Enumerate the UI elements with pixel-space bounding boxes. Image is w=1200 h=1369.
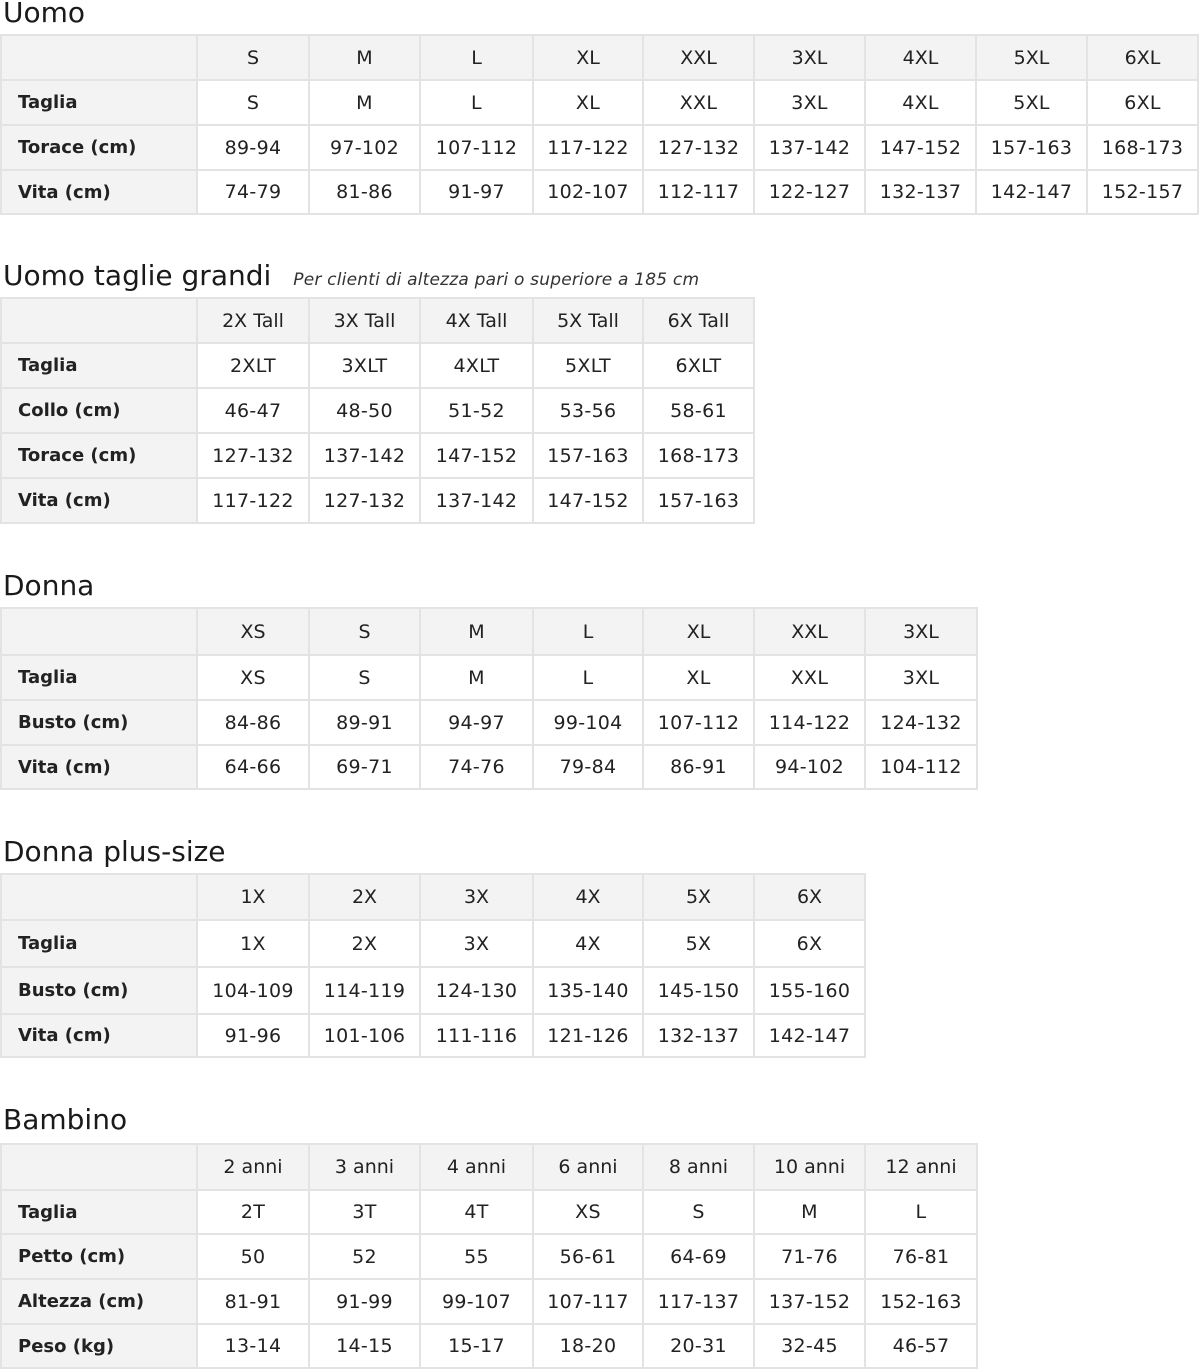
header-row [1, 298, 754, 343]
table-row [1, 700, 977, 745]
table-cell: 1X [197, 920, 309, 967]
corner-cell [1, 1144, 197, 1190]
column-header: 3XL [754, 35, 865, 80]
row-label: Busto (cm) [1, 700, 197, 745]
corner-cell [1, 298, 197, 343]
table-row [1, 343, 754, 388]
table-cell: 5XL [976, 80, 1087, 125]
table-cell: 127-132 [309, 478, 420, 523]
table-cell: 74-79 [197, 170, 309, 214]
table-cell: 147-152 [420, 433, 533, 478]
table-cell: 107-112 [643, 700, 754, 745]
table-cell: 18-20 [533, 1324, 643, 1368]
table-cell: 114-122 [754, 700, 865, 745]
table-cell: 127-132 [197, 433, 309, 478]
row-label: Vita (cm) [1, 170, 197, 214]
table-row [1, 745, 977, 789]
table-cell: 71-76 [754, 1234, 865, 1279]
table-row [1, 1014, 865, 1057]
column-header: 4 anni [420, 1144, 533, 1190]
table-cell: 145-150 [643, 967, 754, 1014]
table-cell: 5X [643, 920, 754, 967]
table-cell: 84-86 [197, 700, 309, 745]
column-header: 4X [533, 874, 643, 920]
table-cell: 157-163 [533, 433, 643, 478]
table-cell: 104-112 [865, 745, 977, 789]
table-cell: 89-91 [309, 700, 420, 745]
column-header: 5XL [976, 35, 1087, 80]
table-cell: 81-86 [309, 170, 420, 214]
section-title-text: Uomo [3, 0, 86, 29]
table-cell: XL [643, 655, 754, 700]
table-cell: XL [533, 80, 643, 125]
column-header: S [197, 35, 309, 80]
table-row [1, 433, 754, 478]
table-cell: 3XLT [309, 343, 420, 388]
column-header: XXL [754, 608, 865, 655]
table-cell: 102-107 [533, 170, 643, 214]
table-cell: 112-117 [643, 170, 754, 214]
table-cell: 107-117 [533, 1279, 643, 1324]
table-cell: 132-137 [865, 170, 976, 214]
column-header: 3X Tall [309, 298, 420, 343]
table-row [1, 170, 1198, 214]
table-cell: 4XLT [420, 343, 533, 388]
size-table-donna [0, 607, 978, 790]
table-cell: XXL [643, 80, 754, 125]
column-header: S [309, 608, 420, 655]
table-cell: S [309, 655, 420, 700]
table-cell: XS [533, 1190, 643, 1234]
table-row [1, 1324, 977, 1368]
column-header: 6X Tall [643, 298, 754, 343]
table-row [1, 125, 1198, 170]
row-label: Taglia [1, 655, 197, 700]
table-cell: 46-57 [865, 1324, 977, 1368]
column-header: 4X Tall [420, 298, 533, 343]
table-cell: 107-112 [420, 125, 533, 170]
corner-cell [1, 35, 197, 80]
column-header: XXL [643, 35, 754, 80]
column-header: 5X [643, 874, 754, 920]
table-cell: 58-61 [643, 388, 754, 433]
row-label: Vita (cm) [1, 745, 197, 789]
table-cell: M [309, 80, 420, 125]
table-cell: 15-17 [420, 1324, 533, 1368]
table-cell: 157-163 [643, 478, 754, 523]
table-cell: 2X [309, 920, 420, 967]
table-cell: 53-56 [533, 388, 643, 433]
row-label: Taglia [1, 920, 197, 967]
table-cell: 89-94 [197, 125, 309, 170]
header-row [1, 35, 1198, 80]
column-header: XS [197, 608, 309, 655]
row-label: Collo (cm) [1, 388, 197, 433]
table-cell: 6XLT [643, 343, 754, 388]
column-header: L [533, 608, 643, 655]
table-cell: 3XL [865, 655, 977, 700]
table-cell: 135-140 [533, 967, 643, 1014]
table-cell: 2XLT [197, 343, 309, 388]
table-cell: 74-76 [420, 745, 533, 789]
table-cell: 168-173 [1087, 125, 1198, 170]
table-cell: 48-50 [309, 388, 420, 433]
table-cell: 56-61 [533, 1234, 643, 1279]
table-row [1, 388, 754, 433]
column-header: XL [643, 608, 754, 655]
table-cell: 104-109 [197, 967, 309, 1014]
table-cell: 14-15 [309, 1324, 420, 1368]
table-cell: XS [197, 655, 309, 700]
section-title-text: Bambino [3, 1103, 128, 1136]
table-cell: 86-91 [643, 745, 754, 789]
section-title-donna-plus-size [3, 835, 226, 869]
table-cell: S [197, 80, 309, 125]
row-label: Torace (cm) [1, 433, 197, 478]
table-cell: 3T [309, 1190, 420, 1234]
table-cell: 132-137 [643, 1014, 754, 1057]
column-header: 5X Tall [533, 298, 643, 343]
table-cell: 142-147 [976, 170, 1087, 214]
table-cell: 69-71 [309, 745, 420, 789]
column-header: 3XL [865, 608, 977, 655]
section-title-bambino [3, 1103, 127, 1137]
table-cell: L [420, 80, 533, 125]
table-cell: 117-137 [643, 1279, 754, 1324]
table-row [1, 80, 1198, 125]
column-header: M [420, 608, 533, 655]
table-cell: 76-81 [865, 1234, 977, 1279]
column-header: 2 anni [197, 1144, 309, 1190]
row-label: Vita (cm) [1, 1014, 197, 1057]
section-title-text: Donna plus-size [3, 835, 226, 868]
table-cell: 137-142 [420, 478, 533, 523]
table-cell: 97-102 [309, 125, 420, 170]
table-cell: M [754, 1190, 865, 1234]
table-cell: 168-173 [643, 433, 754, 478]
table-cell: 2T [197, 1190, 309, 1234]
header-row [1, 1144, 977, 1190]
row-label: Taglia [1, 80, 197, 125]
table-cell: 114-119 [309, 967, 420, 1014]
table-cell: 4XL [865, 80, 976, 125]
column-header: L [420, 35, 533, 80]
table-cell: 117-122 [197, 478, 309, 523]
column-header: 10 anni [754, 1144, 865, 1190]
header-row [1, 608, 977, 655]
column-header: XL [533, 35, 643, 80]
table-cell: 99-107 [420, 1279, 533, 1324]
table-cell: 137-142 [754, 125, 865, 170]
column-header: 2X [309, 874, 420, 920]
table-row [1, 920, 865, 967]
column-header: 4XL [865, 35, 976, 80]
table-cell: 121-126 [533, 1014, 643, 1057]
row-label: Peso (kg) [1, 1324, 197, 1368]
table-cell: 111-116 [420, 1014, 533, 1057]
column-header: 3 anni [309, 1144, 420, 1190]
section-title-uomo [3, 0, 85, 30]
row-label: Busto (cm) [1, 967, 197, 1014]
table-cell: M [420, 655, 533, 700]
row-label: Torace (cm) [1, 125, 197, 170]
table-row [1, 1234, 977, 1279]
table-cell: 122-127 [754, 170, 865, 214]
size-table-bambino [0, 1143, 978, 1369]
column-header: 12 anni [865, 1144, 977, 1190]
table-cell: 99-104 [533, 700, 643, 745]
column-header: 6XL [1087, 35, 1198, 80]
column-header: 6 anni [533, 1144, 643, 1190]
row-label: Taglia [1, 343, 197, 388]
column-header: 8 anni [643, 1144, 754, 1190]
size-table-uomo [0, 34, 1199, 215]
table-cell: 94-97 [420, 700, 533, 745]
table-cell: 50 [197, 1234, 309, 1279]
section-title-uomo-taglie-grandi [3, 259, 699, 297]
table-cell: 81-91 [197, 1279, 309, 1324]
table-cell: 157-163 [976, 125, 1087, 170]
table-cell: 137-142 [309, 433, 420, 478]
table-row [1, 1279, 977, 1324]
table-cell: 3XL [754, 80, 865, 125]
size-table-uomo-taglie-grandi [0, 297, 755, 524]
table-cell: S [643, 1190, 754, 1234]
table-cell: 46-47 [197, 388, 309, 433]
column-header: 2X Tall [197, 298, 309, 343]
row-label: Vita (cm) [1, 478, 197, 523]
table-cell: 147-152 [865, 125, 976, 170]
table-cell: 55 [420, 1234, 533, 1279]
section-title-donna [3, 569, 94, 603]
section-title-text: Donna [3, 569, 95, 602]
table-cell: 52 [309, 1234, 420, 1279]
table-cell: 20-31 [643, 1324, 754, 1368]
table-cell: 64-66 [197, 745, 309, 789]
column-header: 1X [197, 874, 309, 920]
corner-cell [1, 874, 197, 920]
row-label: Taglia [1, 1190, 197, 1234]
table-cell: 13-14 [197, 1324, 309, 1368]
table-cell: 101-106 [309, 1014, 420, 1057]
table-cell: 147-152 [533, 478, 643, 523]
table-cell: 124-130 [420, 967, 533, 1014]
table-cell: 51-52 [420, 388, 533, 433]
table-cell: 91-99 [309, 1279, 420, 1324]
table-cell: 5XLT [533, 343, 643, 388]
table-cell: 3X [420, 920, 533, 967]
table-row [1, 967, 865, 1014]
table-cell: 94-102 [754, 745, 865, 789]
column-header: 6X [754, 874, 865, 920]
table-cell: 64-69 [643, 1234, 754, 1279]
table-cell: 155-160 [754, 967, 865, 1014]
table-cell: 6X [754, 920, 865, 967]
table-cell: 137-152 [754, 1279, 865, 1324]
size-table-donna-plus-size [0, 873, 866, 1058]
section-subtitle: Per clienti di altezza pari o superiore a 185 cm [293, 270, 700, 290]
table-cell: 142-147 [754, 1014, 865, 1057]
row-label: Petto (cm) [1, 1234, 197, 1279]
table-row [1, 655, 977, 700]
table-row [1, 478, 754, 523]
table-cell: 117-122 [533, 125, 643, 170]
column-header: M [309, 35, 420, 80]
table-cell: 127-132 [643, 125, 754, 170]
table-cell: 152-157 [1087, 170, 1198, 214]
table-cell: 91-96 [197, 1014, 309, 1057]
table-cell: L [865, 1190, 977, 1234]
table-cell: 79-84 [533, 745, 643, 789]
table-cell: 4T [420, 1190, 533, 1234]
table-cell: 6XL [1087, 80, 1198, 125]
section-title-text: Uomo taglie grandi [3, 259, 272, 292]
table-cell: 152-163 [865, 1279, 977, 1324]
row-label: Altezza (cm) [1, 1279, 197, 1324]
table-cell: L [533, 655, 643, 700]
table-cell: 4X [533, 920, 643, 967]
table-cell: XXL [754, 655, 865, 700]
column-header: 3X [420, 874, 533, 920]
table-cell: 32-45 [754, 1324, 865, 1368]
table-row [1, 1190, 977, 1234]
corner-cell [1, 608, 197, 655]
table-cell: 91-97 [420, 170, 533, 214]
table-cell: 124-132 [865, 700, 977, 745]
header-row [1, 874, 865, 920]
